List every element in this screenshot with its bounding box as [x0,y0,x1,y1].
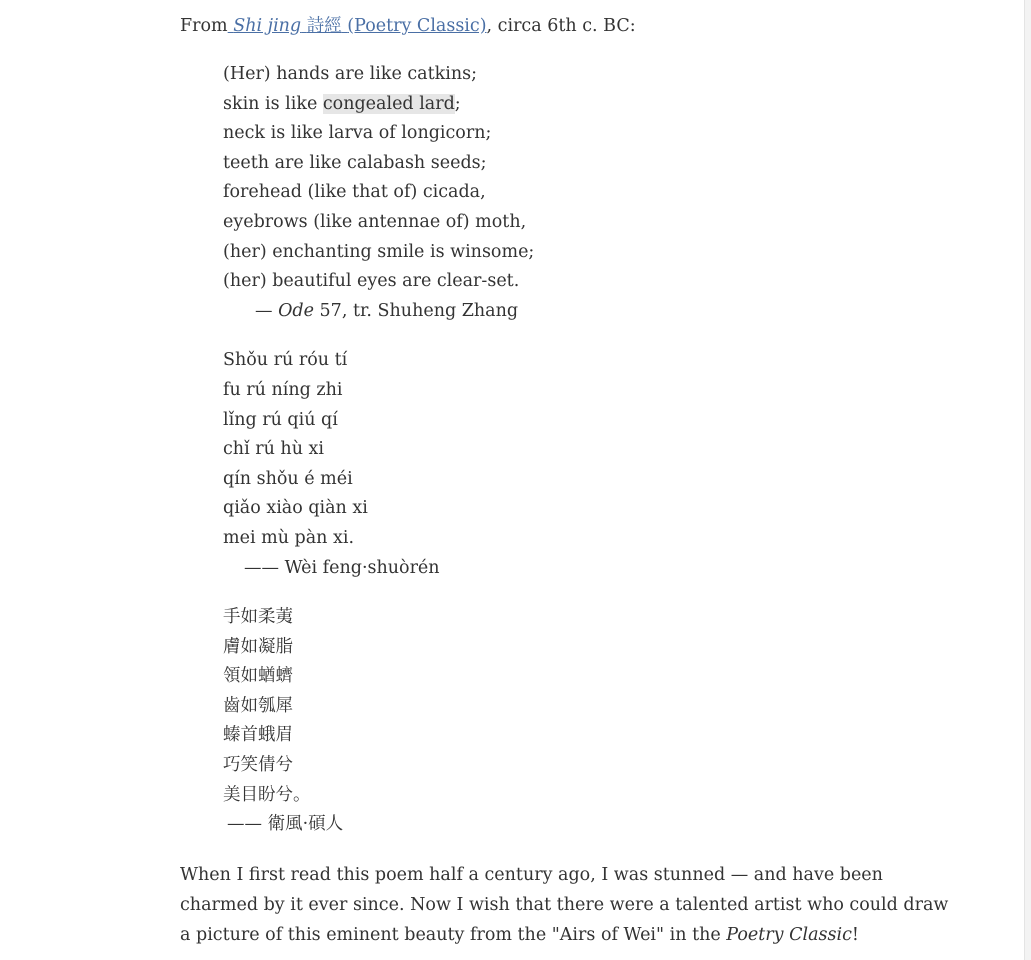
poem-line: neck is like larva of longicorn; [223,123,492,144]
intro-suffix: , circa 6th c. BC: [486,16,636,36]
skin-prefix: skin is like [223,93,323,114]
pinyin-line: Shǒu rú róu tí [223,350,348,371]
chinese-poem [223,603,950,840]
shijing-link-chinese: 詩經 [306,16,342,36]
chinese-line: 齒如瓠犀 [223,695,293,716]
highlighted-text: congealed lard [322,93,455,114]
poem-line: (Her) hands are like catkins; [223,64,477,84]
poem-line: teeth are like calabash seeds; [223,152,487,173]
attribution-dash: — [255,300,279,321]
window-edge [1024,0,1031,960]
poem-line: forehead (like that of) cicada, [223,182,486,203]
pinyin-line: mei mù pàn xi. [223,527,355,548]
post-content [180,12,950,950]
chinese-attribution: —— 衛風·碩人 [227,814,344,835]
chinese-line: 巧笑倩兮 [223,755,293,776]
shijing-link-roman: Shi jing [233,16,302,36]
attribution-rest: 57, tr. Shuheng Zhang [313,300,519,321]
closing-end: ! [851,924,859,945]
skin-suffix: ; [454,93,461,114]
poem-line: (her) enchanting smile is winsome; [223,241,535,262]
pinyin-line: chǐ rú hù xi [223,439,325,460]
closing-text: When I first read this poem half a century ago, I was stunned — and have been charmed by it ever since. Now I wish that there were a talented artist who could draw a picture of this eminent beauty from the "Airs of Wei" in the [180,864,949,945]
pinyin-line: qín shǒu é méi [223,468,353,489]
english-translation [223,60,950,326]
chinese-line: 螓首蛾眉 [223,725,293,746]
poem-line: (her) beautiful eyes are clear-set. [223,271,520,292]
closing-book-title: Poetry Classic [726,924,852,945]
pinyin-attribution: —— Wèi feng·shuòrén [244,557,440,578]
chinese-line: 手如柔荑 [223,607,293,628]
shijing-link-english: (Poetry Classic) [347,16,487,36]
intro-prefix: From [180,16,228,36]
intro-line [180,12,950,40]
translation-attribution [223,297,950,327]
pinyin-line: fu rú níng zhi [223,379,343,400]
closing-paragraph [180,860,950,950]
pinyin-poem [223,346,950,583]
shijing-link[interactable] [228,16,487,36]
chinese-line: 領如蝤蠐 [223,666,293,687]
pinyin-line: lǐng rú qiú qí [223,409,338,430]
attribution-title: Ode [278,300,314,321]
poem-line: eyebrows (like antennae of) moth, [223,211,527,232]
chinese-line: 美目盼兮。 [223,784,311,805]
chinese-line: 膚如凝脂 [223,636,293,657]
pinyin-line: qiǎo xiào qiàn xi [223,498,368,519]
poem-line-skin [223,90,950,120]
